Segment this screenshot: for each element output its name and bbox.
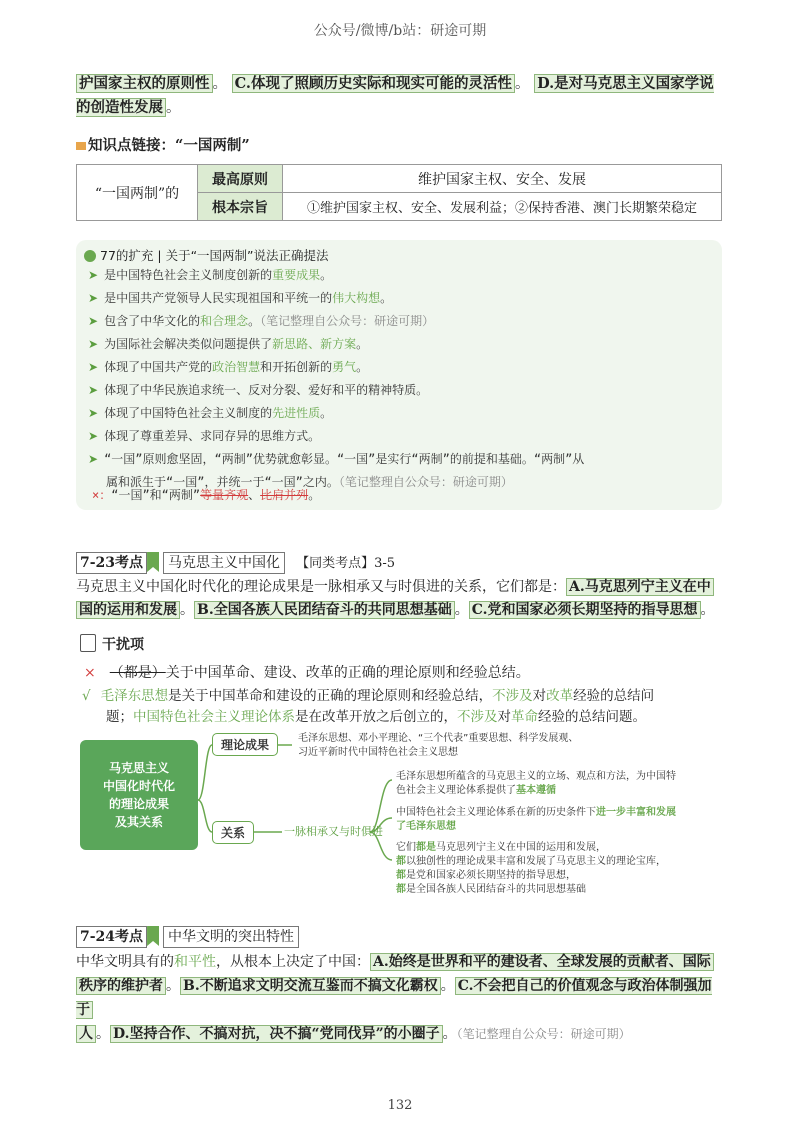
distractor-wrong: × （都是）关于中国革命、建设、改革的正确的理论原则和经验总结。 [84, 665, 530, 681]
list-item: ➤ 体现了尊重差异、求同存异的思维方式。 [88, 429, 321, 443]
table-row-label: “一国两制”的 [77, 165, 198, 221]
list-item: ➤ 是中国特色社会主义制度创新的重要成果。 [88, 268, 333, 282]
mindmap-branch-3: 它们都是马克思列宁主义在中国的运用和发展， 都以独创性的理论成果丰富和发展了马克思主义的理论宝库， 都是党和国家必须长期坚持的指导思想， 都是全国各族人民团结奋斗的共同思想基础 [396, 842, 666, 895]
list-item: ➤ 是中国共产党领导人民实现祖国和平统一的伟大构想。 [88, 291, 393, 305]
section-header [76, 926, 299, 948]
flag-icon [147, 552, 159, 572]
section-paragraph: 马克思主义中国化时代化的理论成果是一脉相承又与时俱进的关系，它们都是： A.马克思列宁主义在中 国的运用和发展 。 B.全国各族人民团结奋斗的共同思想基础 。 C.党和国家必须长期坚持的指导思想 。 [76, 579, 715, 618]
list-item: ➤ 体现了中国共产党的政治智慧和开拓创新的勇气。 [88, 360, 369, 374]
list-item-continuation: 属和派生于“一国”，并统一于“一国”之内。（笔记整理自公众号：研途可期） [106, 475, 513, 489]
book-icon [76, 142, 86, 150]
table-key: 根本宗旨 [198, 193, 283, 221]
section-title: 马克思主义中国化 [163, 552, 285, 574]
page-number: 132 [387, 1098, 413, 1113]
wrong-statement: ×：“一国”和“两制”等量齐观、比肩并列。 [92, 488, 321, 502]
section-tag: 【同类考点】3-5 [296, 556, 396, 571]
list-item: ➤ 体现了中华民族追求统一、反对分裂、爱好和平的精神特质。 [88, 383, 429, 397]
highlight: D.是对马克思主义国家学说的创造性发展 [76, 75, 714, 116]
list-item: ➤ 体现了中国特色社会主义制度的先进性质。 [88, 406, 333, 420]
distractor-title: 干扰项 [80, 634, 144, 654]
intro-paragraph: 护国家主权的原则性 。 C.体现了照顾历史实际和现实可能的灵活性 。 D.是对马克思主义国家学说的创造性发展 。 [76, 75, 714, 116]
clipboard-icon [80, 634, 96, 652]
section-title: 中华文明的突出特性 [163, 926, 299, 948]
table-value: ①维护国家主权、安全、发展利益；②保持香港、澳门长期繁荣稳定 [283, 193, 722, 221]
extension-title: 77的扩充 | 关于“一国两制”说法正确提法 [84, 246, 329, 264]
page-header: 公众号/微博/b站：研途可期 [313, 23, 487, 39]
clock-icon [84, 250, 96, 262]
table-value: 维护国家主权、安全、发展 [283, 165, 722, 193]
mindmap-branch-2: 中国特色社会主义理论体系在新的历史条件下进一步丰富和发展 了毛泽东思想 [396, 807, 676, 832]
mindmap-relation-label: 一脉相承又与时俱进 [284, 825, 383, 838]
mindmap-branch-1: 毛泽东思想所蕴含的马克思主义的立场、观点和方法，为中国特 色社会主义理论体系提供了基本遵循 [396, 771, 676, 796]
highlight: C.体现了照顾历史实际和现实可能的灵活性 [232, 74, 515, 93]
one-country-two-systems-table [76, 164, 722, 221]
distractor-right: √ 毛泽东思想是关于中国革命和建设的正确的理论原则和经验总结，不涉及对改革经验的总结问 题；中国特色社会主义理论体系是在改革开放之后创立的，不涉及对革命经验的总结问题。 [82, 688, 655, 725]
mindmap-node-theory: 理论成果 [212, 733, 278, 756]
section-number: 7-23考点 [76, 552, 147, 574]
mindmap-node-relation: 关系 [212, 821, 254, 844]
list-item: ➤ 为国际社会解决类似问题提供了新思路、新方案。 [88, 337, 369, 351]
mindmap-theory-text: 毛泽东思想、邓小平理论、“三个代表”重要思想、科学发展观、 习近平新时代中国特色社会主义思想 [298, 733, 579, 758]
section-paragraph: 中华文明具有的和平性，从根本上决定了中国： A.始终是世界和平的建设者、全球发展的贡献者、国际 秩序的维护者 。 B.不断追求文明交流互鉴而不搞文化霸权 。 C.不会把自己的价值观念与政治体制强加于 人 。 D.坚持合作、不搞对抗，决不搞“党同伐异”的小圈子 。（笔记整理自公众号：研途可期） [76, 950, 726, 1046]
list-item: ➤ 包含了中华文化的和合理念。（笔记整理自公众号：研途可期） [88, 314, 435, 328]
list-item: ➤ “一国”原则愈坚固，“两制”优势就愈彰显。“一国”是实行“两制”的前提和基础。“两制”从 [88, 452, 585, 466]
highlight: 护国家主权的原则性 [76, 74, 213, 93]
flag-icon [147, 926, 159, 946]
mindmap-root: 马克思主义 中国化时代化 的理论成果 及其关系 [80, 740, 198, 850]
table-key: 最高原则 [198, 165, 283, 193]
knowledge-link-title: 知识点链接：“一国两制” [76, 134, 250, 155]
section-number: 7-24考点 [76, 926, 147, 948]
section-header [76, 552, 395, 574]
